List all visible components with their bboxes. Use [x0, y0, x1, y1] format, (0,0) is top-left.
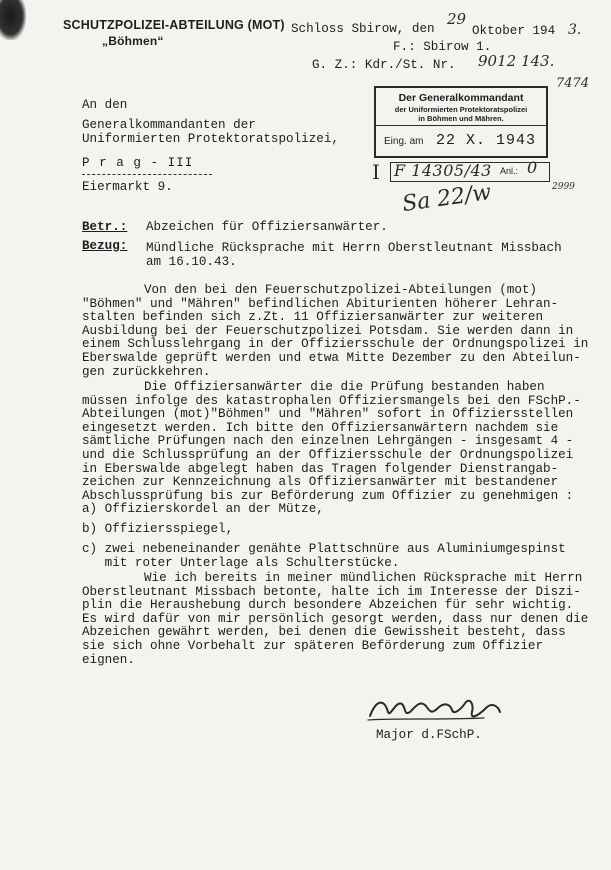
handwritten-signature — [366, 690, 506, 726]
p1-line: Eberswalde geprüft werden und etwa Mitte Dezember zu den Abteilun- — [82, 350, 581, 365]
file-reference: F 14305/43 — [394, 161, 492, 180]
roman-one-mark: I — [372, 160, 380, 184]
recipient-street: Eiermarkt 9. — [82, 180, 173, 194]
org-name: SCHUTZPOLIZEI-ABTEILUNG (MOT) — [63, 18, 285, 32]
p1-line: einem Schlusslehrgang in der Offiziersschule der Ordnungspolizei in — [82, 337, 589, 352]
p1-line: Von den bei den Feuerschutzpolizei-Abteilungen (mot) — [144, 283, 537, 297]
p2-line: sämtliche Prüfungen nach den einzelnen Lehrgängen - insgesamt 4 - — [82, 434, 574, 449]
list-item-a: a) Offizierskordel an der Mütze, — [82, 502, 324, 516]
paragraph-1 — [82, 284, 588, 379]
p1-line: gen zurückkehren. — [82, 364, 211, 379]
reference-line-2: am 16.10.43. — [146, 255, 237, 269]
p3-line: eignen. — [82, 652, 135, 667]
scan-smudge — [0, 0, 26, 40]
stamp-received-label: Eing. am — [384, 136, 424, 147]
p2-line: in Eberswalde abgelegt haben das Tragen folgender Dienstrangab- — [82, 461, 559, 476]
list-item-b: b) Offiziersspiegel, — [82, 522, 234, 536]
signature-rank: Major d.FSchP. — [376, 728, 482, 742]
recipient-line-3: Uniformierten Protektoratspolizei, — [82, 132, 339, 146]
recipient-line-1: An den — [82, 98, 128, 112]
p1-line: Ausbildung bei der Feuerschutzpolizei Potsdam. Sie werden dann in — [82, 323, 574, 338]
month-year: Oktober 194 — [472, 24, 556, 38]
handwritten-day: 29 — [447, 10, 467, 28]
side-number: 2999 — [552, 182, 575, 192]
attachments-value: 0 — [527, 158, 538, 177]
p1-line: stalten befinden sich z.Zt. 11 Offiziersanwärter zur weiteren — [82, 310, 544, 325]
handwritten-initials: Sa 22/w — [400, 179, 493, 218]
stamp-divider — [376, 125, 546, 126]
stamp-received-date: 22 X. 1943 — [436, 132, 537, 149]
attachments-label: Anl.: — [500, 166, 519, 176]
p2-line: müssen infolge des katastrophalen Offiziersmangels bei den FSchP.- — [82, 393, 581, 408]
list-item-c: c) zwei nebeneinander genähte Plattschnüre aus Aluminiumgespinst — [82, 542, 566, 556]
handwritten-file-number: 9012 143. — [478, 52, 555, 70]
reference-line-1: Mündliche Rücksprache mit Herrn Oberstleutnant Missbach — [146, 241, 562, 255]
p2-line: Die Offiziersanwärter die die Prüfung bestanden haben — [144, 380, 545, 394]
p3-line: Es wird dafür von mir persönlich gesorgt werden, dass nur denen die — [82, 611, 589, 626]
p2-line: und die Schlussprüfung an der Offiziersschule der Ordnungspolizei — [82, 447, 574, 462]
subject-label: Betr.: — [82, 220, 128, 234]
file-number-label: G. Z.: Kdr./St. Nr. — [312, 58, 456, 72]
p3-line: Abzeichen gewährt werden, bei denen die Gewissheit besteht, dass — [82, 625, 566, 640]
place-prefix: Schloss Sbirow, den — [291, 22, 435, 36]
recipient-divider — [82, 174, 212, 175]
paragraph-3 — [82, 572, 588, 667]
p2-line: Abteilungen (mot)"Böhmen" und "Mähren" sofort in Offiziersstellen — [82, 407, 574, 422]
recipient-line-2: Generalkommandanten der — [82, 118, 256, 132]
p3-line: Wie ich bereits in meiner mündlichen Rücksprache mit Herrn — [144, 571, 583, 585]
p2-line: zeichen zur Kennzeichnung als Offiziersanwärter mit bestandener — [82, 475, 559, 490]
subject-text: Abzeichen für Offiziersanwärter. — [146, 220, 388, 234]
stamp-subtitle-2: in Böhmen und Mähren. — [418, 114, 504, 123]
stamp-title: Der Generalkommandant — [398, 92, 524, 104]
p3-line: Oberstleutnant Missbach betonte, halte ich im Interesse der Diszi- — [82, 584, 581, 599]
reference-label: Bezug: — [82, 239, 128, 253]
org-unit: „Böhmen“ — [102, 34, 164, 48]
p3-line: plin die Heraushebung durch besondere Abzeichen für sehr wichtig. — [82, 598, 574, 613]
corner-mark: 7474 — [556, 76, 590, 91]
recipient-city: P r a g - III — [82, 156, 194, 170]
list-item-c-continued: mit roter Unterlage als Schulterstücke. — [82, 556, 400, 570]
handwritten-year: 3. — [568, 22, 582, 38]
p2-line: eingesetzt werden. Ich bitte den Offiziersanwärtern nachdem sie — [82, 420, 559, 435]
paragraph-2 — [82, 381, 581, 503]
p1-line: "Böhmen" und "Mähren" befindlichen Abiturienten höherer Lehran- — [82, 296, 559, 311]
place-date — [291, 22, 435, 36]
fernruf: F.: Sbirow 1. — [393, 40, 492, 54]
p3-line: sie sich ohne Vorbehalt zur späteren Beförderung zum Offizier — [82, 638, 544, 653]
receipt-stamp — [374, 86, 548, 158]
stamp-subtitle-1: der Uniformierten Protektoratspolizei — [394, 105, 528, 114]
p2-line: Abschlussprüfung bis zur Beförderung zum Offizier zu genehmigen : — [82, 488, 574, 503]
